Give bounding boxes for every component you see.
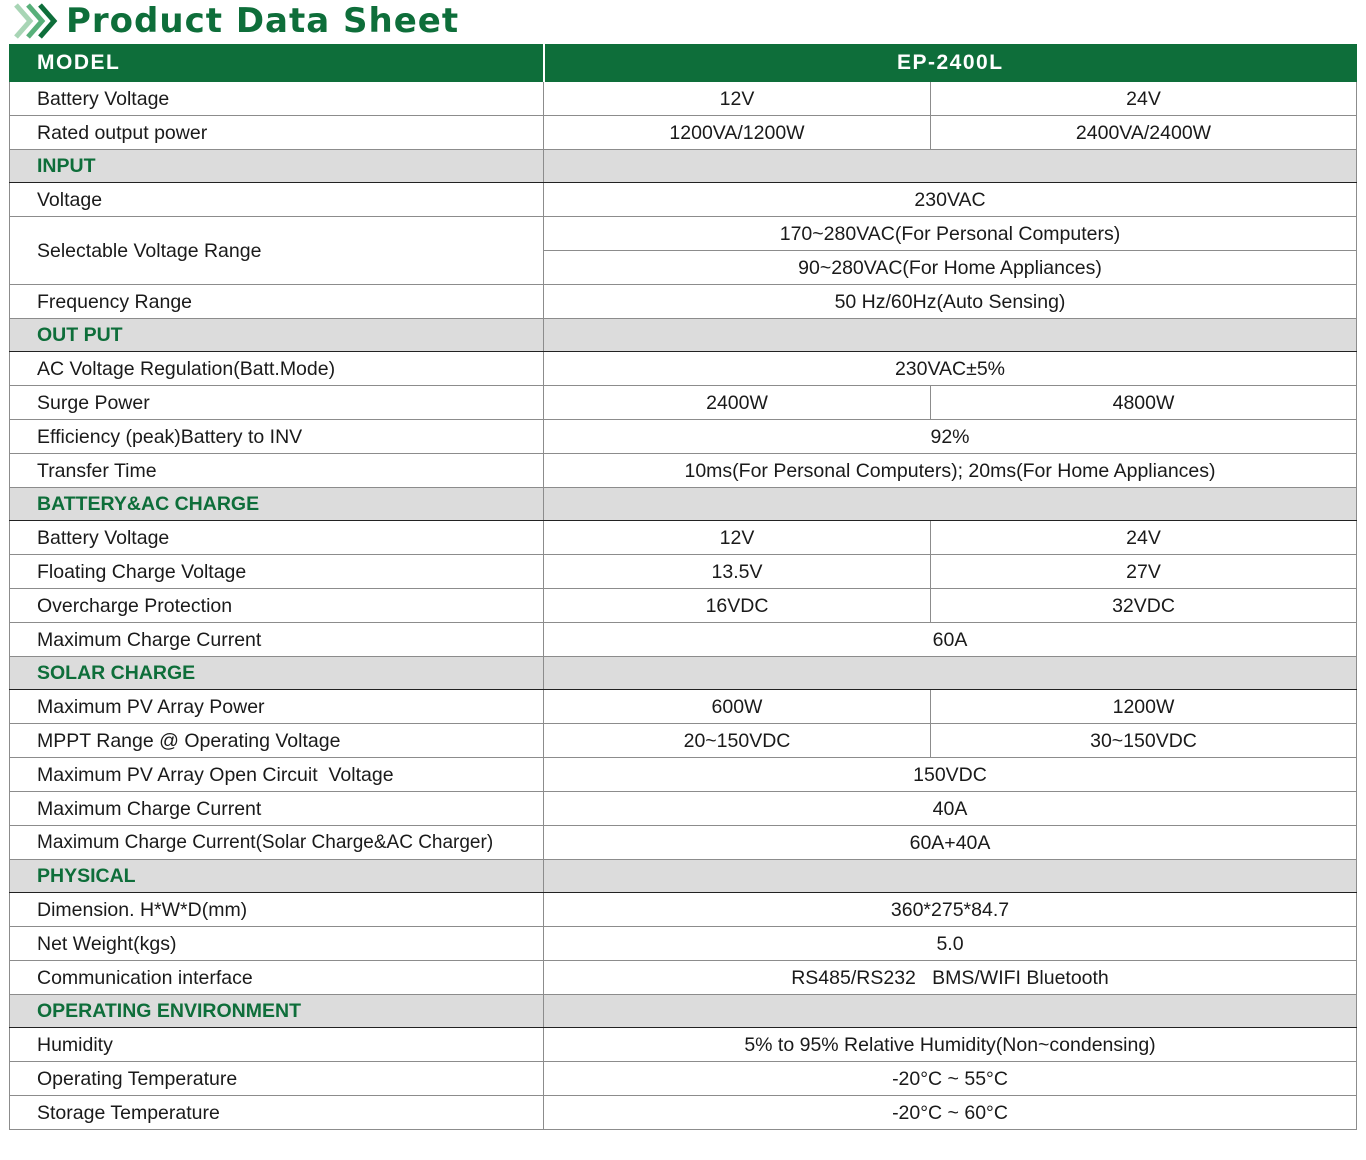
row-value: -20°C ~ 60°C <box>544 1096 1357 1130</box>
table-row <box>10 589 1357 623</box>
table-row <box>10 893 1357 927</box>
row-value-b: 4800W <box>931 386 1357 420</box>
model-label: MODEL <box>10 45 544 82</box>
row-value: 150VDC <box>544 758 1357 792</box>
row-label: Voltage <box>10 183 544 217</box>
row-value-b: 32VDC <box>931 589 1357 623</box>
table-row <box>10 758 1357 792</box>
row-value: 60A <box>544 623 1357 657</box>
table-row <box>10 82 1357 116</box>
table-header-row <box>10 45 1357 82</box>
row-label: Transfer Time <box>10 454 544 488</box>
row-value-a: 12V <box>544 521 931 555</box>
row-value-b: 1200W <box>931 690 1357 724</box>
row-value-b: 30~150VDC <box>931 724 1357 758</box>
row-value: 40A <box>544 792 1357 826</box>
row-value-a: 13.5V <box>544 555 931 589</box>
row-value: 90~280VAC(For Home Appliances) <box>544 251 1357 285</box>
table-row <box>10 116 1357 150</box>
row-value-b: 24V <box>931 82 1357 116</box>
table-row <box>10 183 1357 217</box>
row-value: 92% <box>544 420 1357 454</box>
section-header-environment <box>10 995 1357 1028</box>
table-row <box>10 927 1357 961</box>
table-row <box>10 623 1357 657</box>
section-header-battery <box>10 488 1357 521</box>
row-label: Surge Power <box>10 386 544 420</box>
row-value: 230VAC <box>544 183 1357 217</box>
table-row <box>10 1096 1357 1130</box>
row-label: Floating Charge Voltage <box>10 555 544 589</box>
row-value: 60A+40A <box>544 826 1357 860</box>
page-header <box>14 0 459 42</box>
row-label: Frequency Range <box>10 285 544 319</box>
row-value: 170~280VAC(For Personal Computers) <box>544 217 1357 251</box>
row-value-b: 2400VA/2400W <box>931 116 1357 150</box>
section-header-output <box>10 319 1357 352</box>
model-value: EP-2400L <box>544 45 1357 82</box>
table-row <box>10 285 1357 319</box>
row-label: MPPT Range @ Operating Voltage <box>10 724 544 758</box>
row-label: Maximum PV Array Open Circuit Voltage <box>10 758 544 792</box>
row-label: Overcharge Protection <box>10 589 544 623</box>
table-row <box>10 826 1357 860</box>
row-label: Maximum Charge Current(Solar Charge&AC Charger) <box>10 826 544 860</box>
row-label: Efficiency (peak)Battery to INV <box>10 420 544 454</box>
table-row <box>10 555 1357 589</box>
table-row <box>10 217 1357 251</box>
table-row <box>10 386 1357 420</box>
row-label: Communication interface <box>10 961 544 995</box>
row-value: 50 Hz/60Hz(Auto Sensing) <box>544 285 1357 319</box>
page-title: Product Data Sheet <box>66 1 460 41</box>
row-value: 5.0 <box>544 927 1357 961</box>
row-value-b: 27V <box>931 555 1357 589</box>
table-row <box>10 1028 1357 1062</box>
table-row <box>10 420 1357 454</box>
section-title: SOLAR CHARGE <box>10 657 544 690</box>
section-header-physical <box>10 860 1357 893</box>
section-header-solar <box>10 657 1357 690</box>
table-row <box>10 792 1357 826</box>
row-label: Humidity <box>10 1028 544 1062</box>
row-label: Net Weight(kgs) <box>10 927 544 961</box>
section-title: OPERATING ENVIRONMENT <box>10 995 544 1028</box>
row-label: Operating Temperature <box>10 1062 544 1096</box>
row-label: Battery Voltage <box>10 521 544 555</box>
section-title: BATTERY&AC CHARGE <box>10 488 544 521</box>
row-value-a: 12V <box>544 82 931 116</box>
row-value: -20°C ~ 55°C <box>544 1062 1357 1096</box>
table-row <box>10 454 1357 488</box>
row-label: Maximum Charge Current <box>10 792 544 826</box>
row-label: Maximum Charge Current <box>10 623 544 657</box>
row-value: 5% to 95% Relative Humidity(Non~condensing) <box>544 1028 1357 1062</box>
table-row <box>10 1062 1357 1096</box>
section-title: INPUT <box>10 150 544 183</box>
row-label: AC Voltage Regulation(Batt.Mode) <box>10 352 544 386</box>
double-chevron-icon <box>14 3 60 39</box>
row-value-b: 24V <box>931 521 1357 555</box>
row-label: Storage Temperature <box>10 1096 544 1130</box>
row-label: Dimension. H*W*D(mm) <box>10 893 544 927</box>
row-label: Battery Voltage <box>10 82 544 116</box>
row-value-a: 20~150VDC <box>544 724 931 758</box>
table-row <box>10 724 1357 758</box>
row-value: 10ms(For Personal Computers); 20ms(For Home Appliances) <box>544 454 1357 488</box>
row-label: Rated output power <box>10 116 544 150</box>
row-value: RS485/RS232 BMS/WIFI Bluetooth <box>544 961 1357 995</box>
table-row <box>10 961 1357 995</box>
row-label: Selectable Voltage Range <box>10 217 544 285</box>
row-value: 230VAC±5% <box>544 352 1357 386</box>
table-row <box>10 521 1357 555</box>
row-label: Maximum PV Array Power <box>10 690 544 724</box>
section-title: PHYSICAL <box>10 860 544 893</box>
table-row <box>10 352 1357 386</box>
row-value-a: 1200VA/1200W <box>544 116 931 150</box>
section-title: OUT PUT <box>10 319 544 352</box>
table-row <box>10 690 1357 724</box>
row-value-a: 600W <box>544 690 931 724</box>
section-header-input <box>10 150 1357 183</box>
row-value: 360*275*84.7 <box>544 893 1357 927</box>
row-value-a: 16VDC <box>544 589 931 623</box>
spec-table <box>9 44 1357 1130</box>
row-value-a: 2400W <box>544 386 931 420</box>
